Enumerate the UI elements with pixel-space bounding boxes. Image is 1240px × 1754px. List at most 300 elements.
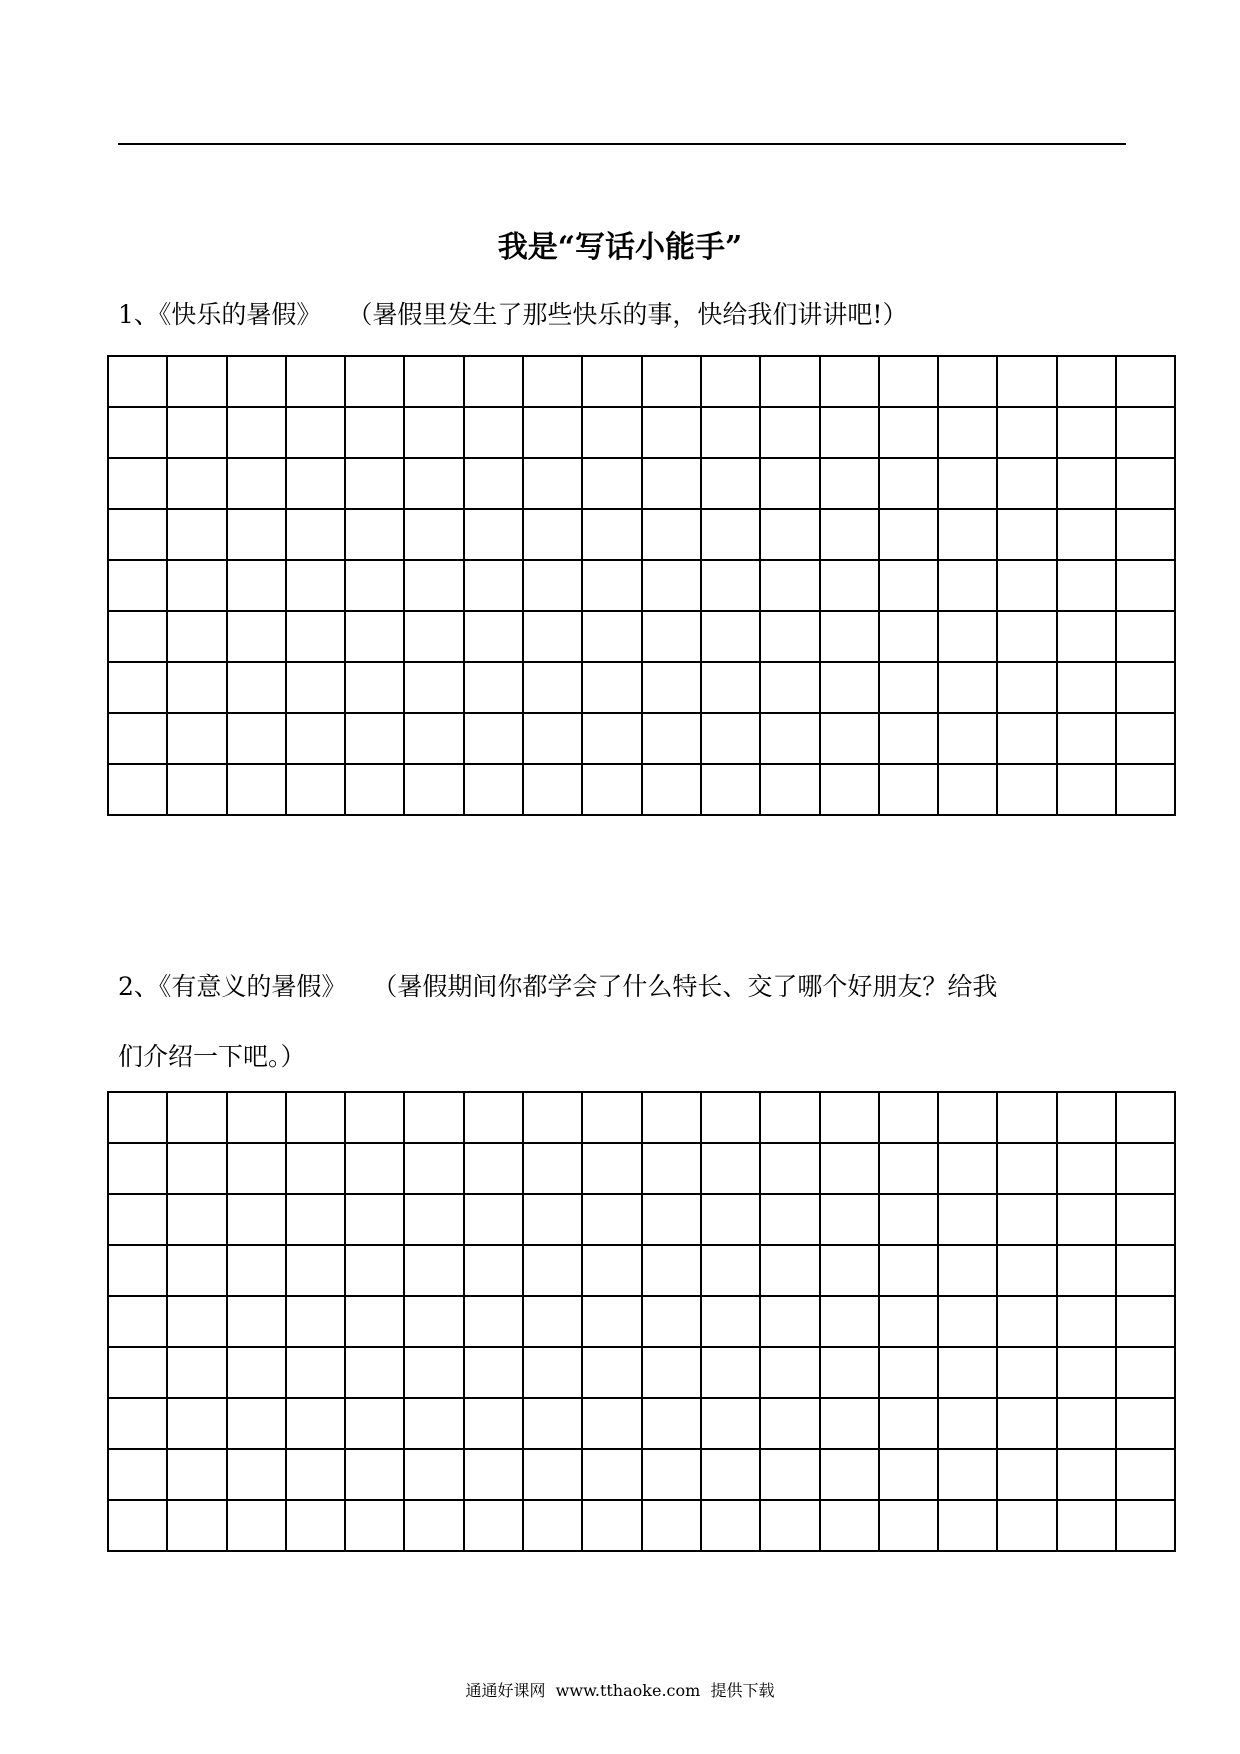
- grid-cell[interactable]: [997, 1347, 1056, 1398]
- grid-cell[interactable]: [1057, 662, 1116, 713]
- grid-cell[interactable]: [404, 1143, 463, 1194]
- grid-cell[interactable]: [1116, 356, 1175, 407]
- grid-cell[interactable]: [997, 356, 1056, 407]
- grid-cell[interactable]: [820, 1500, 879, 1551]
- grid-cell[interactable]: [997, 611, 1056, 662]
- grid-cell[interactable]: [760, 1092, 819, 1143]
- grid-cell[interactable]: [760, 1194, 819, 1245]
- grid-cell[interactable]: [345, 1449, 404, 1500]
- grid-cell[interactable]: [523, 713, 582, 764]
- grid-cell[interactable]: [701, 1194, 760, 1245]
- grid-cell[interactable]: [286, 560, 345, 611]
- grid-cell[interactable]: [227, 611, 286, 662]
- grid-cell[interactable]: [820, 356, 879, 407]
- grid-cell[interactable]: [523, 1143, 582, 1194]
- grid-cell[interactable]: [464, 1398, 523, 1449]
- grid-cell[interactable]: [582, 713, 641, 764]
- grid-cell[interactable]: [701, 662, 760, 713]
- grid-cell[interactable]: [760, 509, 819, 560]
- grid-cell[interactable]: [582, 407, 641, 458]
- grid-cell[interactable]: [879, 1500, 938, 1551]
- grid-cell[interactable]: [997, 509, 1056, 560]
- grid-cell[interactable]: [701, 1245, 760, 1296]
- grid-cell[interactable]: [938, 1398, 997, 1449]
- grid-cell[interactable]: [1116, 1092, 1175, 1143]
- grid-cell[interactable]: [938, 1245, 997, 1296]
- grid-cell[interactable]: [523, 560, 582, 611]
- grid-cell[interactable]: [464, 713, 523, 764]
- grid-cell[interactable]: [879, 764, 938, 815]
- grid-cell[interactable]: [286, 1245, 345, 1296]
- grid-cell[interactable]: [345, 509, 404, 560]
- grid-cell[interactable]: [701, 1296, 760, 1347]
- grid-cell[interactable]: [642, 1449, 701, 1500]
- grid-cell[interactable]: [108, 662, 167, 713]
- grid-cell[interactable]: [582, 611, 641, 662]
- grid-cell[interactable]: [227, 1449, 286, 1500]
- grid-cell[interactable]: [1057, 1398, 1116, 1449]
- grid-cell[interactable]: [642, 407, 701, 458]
- grid-cell[interactable]: [404, 1347, 463, 1398]
- grid-cell[interactable]: [1057, 458, 1116, 509]
- grid-cell[interactable]: [286, 509, 345, 560]
- grid-cell[interactable]: [345, 1347, 404, 1398]
- grid-cell[interactable]: [879, 1347, 938, 1398]
- grid-cell[interactable]: [582, 356, 641, 407]
- grid-cell[interactable]: [167, 1296, 226, 1347]
- grid-cell[interactable]: [760, 764, 819, 815]
- grid-cell[interactable]: [701, 560, 760, 611]
- grid-cell[interactable]: [820, 407, 879, 458]
- grid-cell[interactable]: [582, 1245, 641, 1296]
- grid-cell[interactable]: [820, 1143, 879, 1194]
- grid-cell[interactable]: [1116, 1245, 1175, 1296]
- grid-cell[interactable]: [345, 356, 404, 407]
- grid-cell[interactable]: [879, 1143, 938, 1194]
- grid-cell[interactable]: [879, 458, 938, 509]
- grid-cell[interactable]: [227, 458, 286, 509]
- grid-cell[interactable]: [938, 1296, 997, 1347]
- grid-cell[interactable]: [1057, 1245, 1116, 1296]
- grid-cell[interactable]: [404, 1245, 463, 1296]
- grid-cell[interactable]: [879, 407, 938, 458]
- grid-cell[interactable]: [642, 1143, 701, 1194]
- grid-cell[interactable]: [642, 509, 701, 560]
- grid-cell[interactable]: [286, 458, 345, 509]
- grid-cell[interactable]: [108, 713, 167, 764]
- grid-cell[interactable]: [582, 1194, 641, 1245]
- grid-cell[interactable]: [404, 1398, 463, 1449]
- grid-cell[interactable]: [879, 1194, 938, 1245]
- grid-cell[interactable]: [286, 764, 345, 815]
- grid-cell[interactable]: [997, 1194, 1056, 1245]
- grid-cell[interactable]: [286, 1347, 345, 1398]
- grid-cell[interactable]: [523, 662, 582, 713]
- grid-cell[interactable]: [404, 560, 463, 611]
- grid-cell[interactable]: [345, 713, 404, 764]
- grid-cell[interactable]: [820, 1449, 879, 1500]
- grid-cell[interactable]: [404, 407, 463, 458]
- grid-cell[interactable]: [1116, 1398, 1175, 1449]
- grid-cell[interactable]: [701, 509, 760, 560]
- grid-cell[interactable]: [1057, 1500, 1116, 1551]
- grid-cell[interactable]: [820, 1092, 879, 1143]
- grid-cell[interactable]: [642, 764, 701, 815]
- grid-cell[interactable]: [582, 1347, 641, 1398]
- grid-cell[interactable]: [464, 1449, 523, 1500]
- grid-cell[interactable]: [642, 611, 701, 662]
- grid-cell[interactable]: [938, 1092, 997, 1143]
- grid-cell[interactable]: [345, 1296, 404, 1347]
- grid-cell[interactable]: [1116, 662, 1175, 713]
- grid-cell[interactable]: [523, 407, 582, 458]
- grid-cell[interactable]: [108, 1194, 167, 1245]
- grid-cell[interactable]: [582, 1092, 641, 1143]
- grid-cell[interactable]: [820, 1296, 879, 1347]
- grid-cell[interactable]: [642, 356, 701, 407]
- grid-cell[interactable]: [523, 458, 582, 509]
- grid-cell[interactable]: [642, 662, 701, 713]
- grid-cell[interactable]: [997, 407, 1056, 458]
- grid-cell[interactable]: [582, 458, 641, 509]
- grid-cell[interactable]: [1116, 1347, 1175, 1398]
- grid-cell[interactable]: [345, 1398, 404, 1449]
- grid-cell[interactable]: [523, 356, 582, 407]
- grid-cell[interactable]: [227, 764, 286, 815]
- grid-cell[interactable]: [1116, 1296, 1175, 1347]
- grid-cell[interactable]: [760, 1500, 819, 1551]
- grid-cell[interactable]: [760, 1449, 819, 1500]
- grid-cell[interactable]: [582, 1296, 641, 1347]
- grid-cell[interactable]: [523, 1245, 582, 1296]
- grid-cell[interactable]: [1116, 1449, 1175, 1500]
- grid-cell[interactable]: [879, 1296, 938, 1347]
- grid-cell[interactable]: [997, 1143, 1056, 1194]
- grid-cell[interactable]: [582, 509, 641, 560]
- grid-cell[interactable]: [464, 407, 523, 458]
- grid-cell[interactable]: [167, 764, 226, 815]
- grid-cell[interactable]: [879, 509, 938, 560]
- grid-cell[interactable]: [820, 713, 879, 764]
- grid-cell[interactable]: [760, 1398, 819, 1449]
- grid-cell[interactable]: [404, 458, 463, 509]
- grid-cell[interactable]: [701, 1500, 760, 1551]
- grid-cell[interactable]: [820, 1398, 879, 1449]
- grid-cell[interactable]: [167, 458, 226, 509]
- grid-cell[interactable]: [227, 356, 286, 407]
- grid-cell[interactable]: [167, 407, 226, 458]
- grid-cell[interactable]: [879, 356, 938, 407]
- grid-cell[interactable]: [760, 713, 819, 764]
- grid-cell[interactable]: [167, 1194, 226, 1245]
- grid-cell[interactable]: [108, 1092, 167, 1143]
- grid-cell[interactable]: [642, 458, 701, 509]
- grid-cell[interactable]: [1116, 713, 1175, 764]
- grid-cell[interactable]: [286, 356, 345, 407]
- grid-cell[interactable]: [997, 1245, 1056, 1296]
- grid-cell[interactable]: [938, 611, 997, 662]
- grid-cell[interactable]: [760, 458, 819, 509]
- grid-cell[interactable]: [167, 1500, 226, 1551]
- grid-cell[interactable]: [997, 713, 1056, 764]
- grid-cell[interactable]: [227, 1092, 286, 1143]
- grid-cell[interactable]: [345, 1500, 404, 1551]
- grid-cell[interactable]: [997, 662, 1056, 713]
- grid-cell[interactable]: [227, 407, 286, 458]
- grid-cell[interactable]: [938, 1194, 997, 1245]
- grid-cell[interactable]: [879, 713, 938, 764]
- grid-cell[interactable]: [701, 713, 760, 764]
- grid-cell[interactable]: [997, 1398, 1056, 1449]
- grid-cell[interactable]: [464, 1092, 523, 1143]
- grid-cell[interactable]: [167, 662, 226, 713]
- grid-cell[interactable]: [879, 1092, 938, 1143]
- grid-cell[interactable]: [404, 662, 463, 713]
- grid-cell[interactable]: [345, 662, 404, 713]
- grid-cell[interactable]: [701, 1092, 760, 1143]
- grid-cell[interactable]: [523, 1500, 582, 1551]
- grid-cell[interactable]: [938, 458, 997, 509]
- grid-cell[interactable]: [523, 1398, 582, 1449]
- grid-cell[interactable]: [879, 1398, 938, 1449]
- grid-cell[interactable]: [1057, 509, 1116, 560]
- grid-cell[interactable]: [227, 1194, 286, 1245]
- grid-cell[interactable]: [108, 611, 167, 662]
- grid-cell[interactable]: [108, 1398, 167, 1449]
- grid-cell[interactable]: [464, 1143, 523, 1194]
- grid-cell[interactable]: [879, 560, 938, 611]
- grid-cell[interactable]: [404, 611, 463, 662]
- grid-cell[interactable]: [1116, 509, 1175, 560]
- grid-cell[interactable]: [701, 764, 760, 815]
- grid-cell[interactable]: [286, 662, 345, 713]
- grid-cell[interactable]: [938, 1347, 997, 1398]
- grid-cell[interactable]: [108, 356, 167, 407]
- grid-cell[interactable]: [1057, 713, 1116, 764]
- grid-cell[interactable]: [404, 1500, 463, 1551]
- grid-cell[interactable]: [523, 1449, 582, 1500]
- grid-cell[interactable]: [227, 1500, 286, 1551]
- grid-cell[interactable]: [938, 1500, 997, 1551]
- grid-cell[interactable]: [642, 1296, 701, 1347]
- grid-cell[interactable]: [523, 509, 582, 560]
- grid-cell[interactable]: [523, 1296, 582, 1347]
- grid-cell[interactable]: [582, 764, 641, 815]
- grid-cell[interactable]: [108, 764, 167, 815]
- grid-cell[interactable]: [464, 611, 523, 662]
- grid-cell[interactable]: [582, 1398, 641, 1449]
- grid-cell[interactable]: [1057, 407, 1116, 458]
- grid-cell[interactable]: [167, 1245, 226, 1296]
- grid-cell[interactable]: [1057, 356, 1116, 407]
- grid-cell[interactable]: [523, 764, 582, 815]
- grid-cell[interactable]: [760, 662, 819, 713]
- grid-cell[interactable]: [642, 713, 701, 764]
- grid-cell[interactable]: [1116, 458, 1175, 509]
- grid-cell[interactable]: [760, 611, 819, 662]
- grid-cell[interactable]: [1057, 1143, 1116, 1194]
- grid-cell[interactable]: [286, 1449, 345, 1500]
- grid-cell[interactable]: [108, 1500, 167, 1551]
- grid-cell[interactable]: [227, 1347, 286, 1398]
- grid-cell[interactable]: [938, 407, 997, 458]
- grid-cell[interactable]: [108, 509, 167, 560]
- grid-cell[interactable]: [701, 1143, 760, 1194]
- writing-grid-1[interactable]: [107, 355, 1176, 816]
- grid-cell[interactable]: [464, 1296, 523, 1347]
- grid-cell[interactable]: [464, 356, 523, 407]
- grid-cell[interactable]: [108, 1296, 167, 1347]
- grid-cell[interactable]: [879, 662, 938, 713]
- grid-cell[interactable]: [879, 1449, 938, 1500]
- grid-cell[interactable]: [582, 1143, 641, 1194]
- grid-cell[interactable]: [286, 1398, 345, 1449]
- grid-cell[interactable]: [582, 1500, 641, 1551]
- grid-cell[interactable]: [404, 509, 463, 560]
- grid-cell[interactable]: [523, 1347, 582, 1398]
- grid-cell[interactable]: [820, 662, 879, 713]
- grid-cell[interactable]: [642, 1245, 701, 1296]
- grid-cell[interactable]: [345, 1245, 404, 1296]
- grid-cell[interactable]: [997, 1449, 1056, 1500]
- grid-cell[interactable]: [997, 1296, 1056, 1347]
- grid-cell[interactable]: [227, 1296, 286, 1347]
- grid-cell[interactable]: [345, 1194, 404, 1245]
- grid-cell[interactable]: [1057, 1194, 1116, 1245]
- grid-cell[interactable]: [760, 1347, 819, 1398]
- grid-cell[interactable]: [879, 611, 938, 662]
- grid-cell[interactable]: [464, 662, 523, 713]
- grid-cell[interactable]: [879, 1245, 938, 1296]
- grid-cell[interactable]: [167, 1143, 226, 1194]
- grid-cell[interactable]: [997, 1092, 1056, 1143]
- grid-cell[interactable]: [582, 1449, 641, 1500]
- grid-cell[interactable]: [1057, 560, 1116, 611]
- grid-cell[interactable]: [286, 1194, 345, 1245]
- grid-cell[interactable]: [642, 1398, 701, 1449]
- grid-cell[interactable]: [820, 1245, 879, 1296]
- grid-cell[interactable]: [701, 356, 760, 407]
- grid-cell[interactable]: [286, 407, 345, 458]
- grid-cell[interactable]: [1116, 611, 1175, 662]
- grid-cell[interactable]: [1057, 1092, 1116, 1143]
- grid-cell[interactable]: [404, 764, 463, 815]
- grid-cell[interactable]: [642, 1500, 701, 1551]
- grid-cell[interactable]: [820, 611, 879, 662]
- grid-cell[interactable]: [108, 458, 167, 509]
- grid-cell[interactable]: [167, 713, 226, 764]
- grid-cell[interactable]: [760, 560, 819, 611]
- grid-cell[interactable]: [997, 1500, 1056, 1551]
- grid-cell[interactable]: [820, 1194, 879, 1245]
- grid-cell[interactable]: [997, 764, 1056, 815]
- grid-cell[interactable]: [227, 1143, 286, 1194]
- grid-cell[interactable]: [1116, 1143, 1175, 1194]
- grid-cell[interactable]: [345, 1092, 404, 1143]
- grid-cell[interactable]: [701, 458, 760, 509]
- grid-cell[interactable]: [760, 407, 819, 458]
- grid-cell[interactable]: [286, 611, 345, 662]
- grid-cell[interactable]: [997, 560, 1056, 611]
- grid-cell[interactable]: [760, 1245, 819, 1296]
- grid-cell[interactable]: [227, 1245, 286, 1296]
- grid-cell[interactable]: [820, 458, 879, 509]
- grid-cell[interactable]: [345, 407, 404, 458]
- grid-cell[interactable]: [523, 1092, 582, 1143]
- grid-cell[interactable]: [938, 764, 997, 815]
- grid-cell[interactable]: [642, 1092, 701, 1143]
- grid-cell[interactable]: [582, 662, 641, 713]
- grid-cell[interactable]: [464, 509, 523, 560]
- grid-cell[interactable]: [1057, 1449, 1116, 1500]
- grid-cell[interactable]: [938, 356, 997, 407]
- grid-cell[interactable]: [227, 1398, 286, 1449]
- grid-cell[interactable]: [404, 1092, 463, 1143]
- grid-cell[interactable]: [167, 560, 226, 611]
- grid-cell[interactable]: [1057, 611, 1116, 662]
- grid-cell[interactable]: [167, 1449, 226, 1500]
- grid-cell[interactable]: [701, 611, 760, 662]
- grid-cell[interactable]: [464, 560, 523, 611]
- grid-cell[interactable]: [404, 1296, 463, 1347]
- grid-cell[interactable]: [345, 764, 404, 815]
- grid-cell[interactable]: [938, 713, 997, 764]
- grid-cell[interactable]: [997, 458, 1056, 509]
- grid-cell[interactable]: [938, 662, 997, 713]
- grid-cell[interactable]: [1057, 764, 1116, 815]
- grid-cell[interactable]: [404, 356, 463, 407]
- grid-cell[interactable]: [167, 611, 226, 662]
- grid-cell[interactable]: [820, 560, 879, 611]
- grid-cell[interactable]: [167, 1398, 226, 1449]
- grid-cell[interactable]: [1057, 1296, 1116, 1347]
- grid-cell[interactable]: [1116, 407, 1175, 458]
- grid-cell[interactable]: [523, 1194, 582, 1245]
- grid-cell[interactable]: [464, 764, 523, 815]
- grid-cell[interactable]: [227, 662, 286, 713]
- grid-cell[interactable]: [286, 713, 345, 764]
- grid-cell[interactable]: [582, 560, 641, 611]
- grid-cell[interactable]: [108, 1143, 167, 1194]
- grid-cell[interactable]: [286, 1296, 345, 1347]
- grid-cell[interactable]: [1116, 1194, 1175, 1245]
- grid-cell[interactable]: [820, 509, 879, 560]
- grid-cell[interactable]: [345, 458, 404, 509]
- grid-cell[interactable]: [167, 1347, 226, 1398]
- grid-cell[interactable]: [227, 713, 286, 764]
- grid-cell[interactable]: [167, 509, 226, 560]
- grid-cell[interactable]: [464, 1194, 523, 1245]
- grid-cell[interactable]: [1116, 764, 1175, 815]
- grid-cell[interactable]: [108, 407, 167, 458]
- grid-cell[interactable]: [938, 560, 997, 611]
- grid-cell[interactable]: [464, 1500, 523, 1551]
- grid-cell[interactable]: [1057, 1347, 1116, 1398]
- grid-cell[interactable]: [286, 1092, 345, 1143]
- grid-cell[interactable]: [523, 611, 582, 662]
- grid-cell[interactable]: [345, 1143, 404, 1194]
- grid-cell[interactable]: [820, 764, 879, 815]
- grid-cell[interactable]: [345, 560, 404, 611]
- grid-cell[interactable]: [701, 1347, 760, 1398]
- grid-cell[interactable]: [404, 1194, 463, 1245]
- grid-cell[interactable]: [227, 509, 286, 560]
- grid-cell[interactable]: [938, 1449, 997, 1500]
- grid-cell[interactable]: [345, 611, 404, 662]
- grid-cell[interactable]: [464, 1347, 523, 1398]
- grid-cell[interactable]: [760, 1296, 819, 1347]
- grid-cell[interactable]: [642, 1347, 701, 1398]
